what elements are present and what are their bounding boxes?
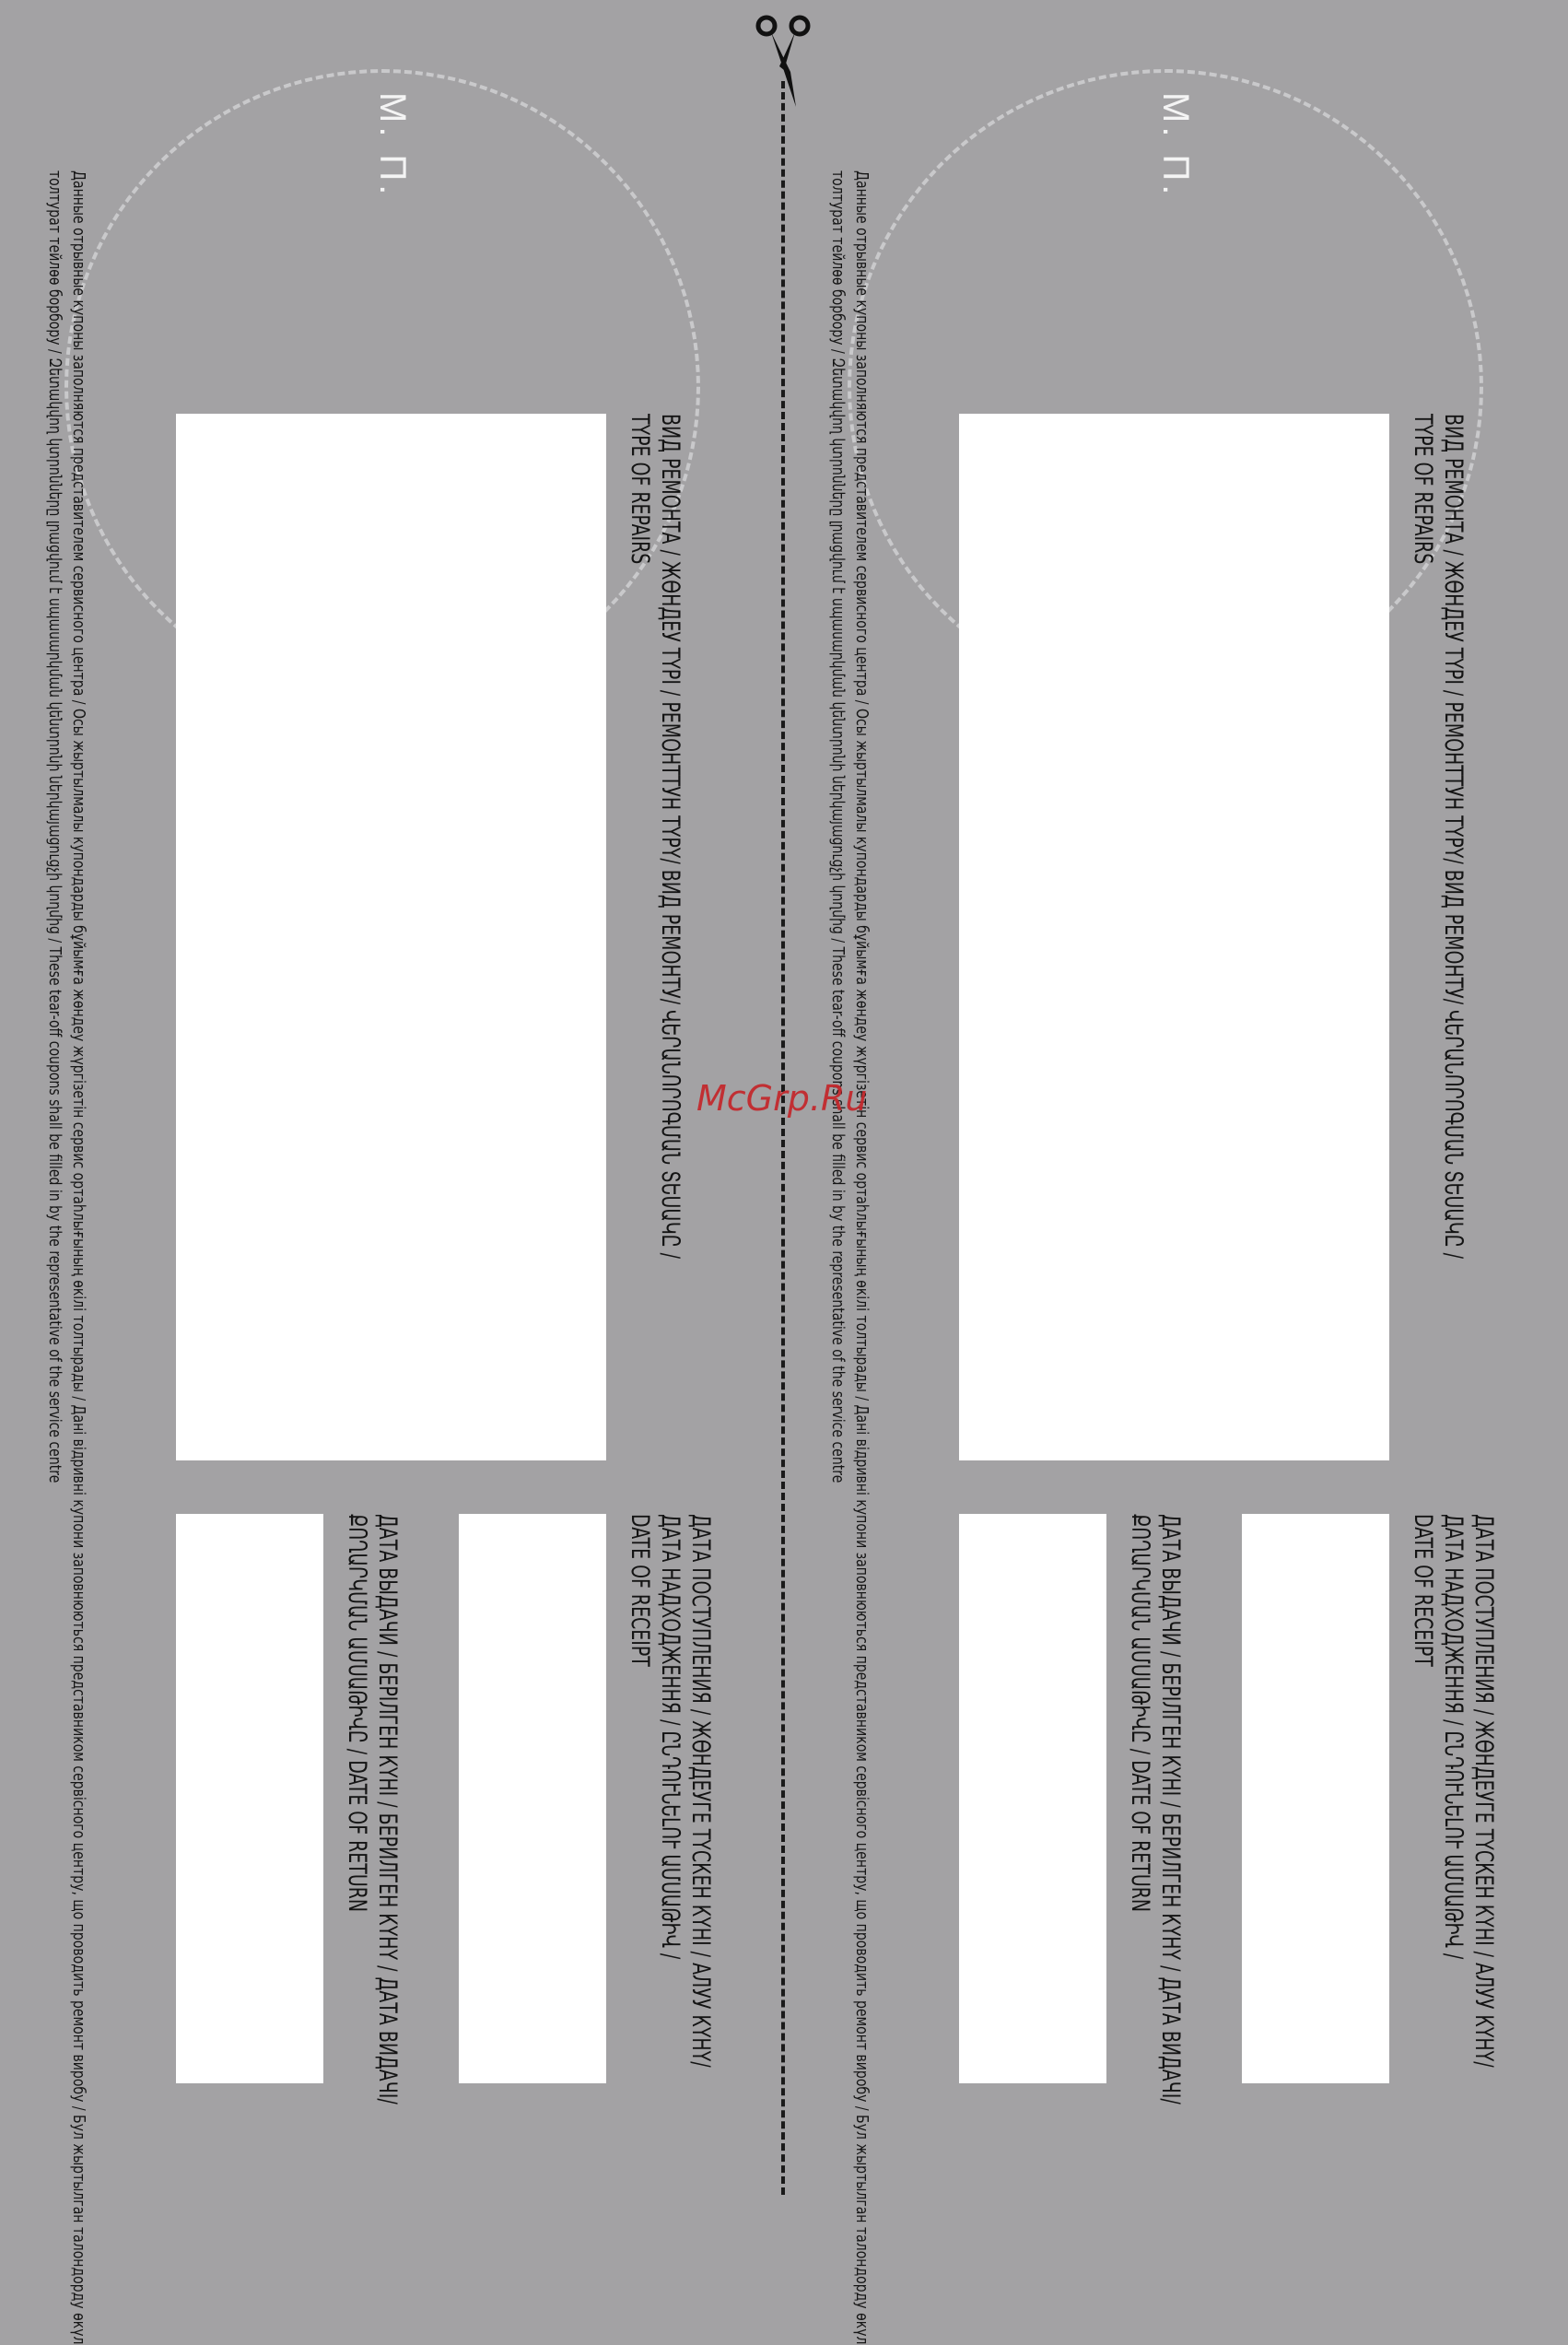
date-of-receipt-field[interactable] <box>459 1514 606 2083</box>
date-of-receipt-label: ДАТА ПОСТУПЛЕНИЯ / ЖӨНДЕУГЕ ТҮСКЕН КҮНІ / АЛУУ КҮНҮ/ ДАТА НАДХОДЖЕННЯ / ԸՆԴՈՒՆԵԼՈՒ ԱՄՍԱԹԻՎ / DATE OF RECEIPT <box>626 1514 715 2068</box>
scissors-icon <box>754 11 813 112</box>
type-of-repairs-field[interactable] <box>959 414 1389 1460</box>
cut-line <box>781 81 785 2195</box>
stamp-label: М. П. <box>1155 92 1196 199</box>
date-of-receipt-field[interactable] <box>1242 1514 1389 2083</box>
coupon-left <box>0 0 783 2345</box>
stamp-label: М. П. <box>372 92 413 199</box>
coupon-note: Данные отрывные купоны заполняются представителем сервисного центра / Осы жыртылмалы купондарды бұйымға жөндеу жүргізетін сервис ортаһлығының өкілі толтырады / Дані відривні купони заповнюються представником сервісного центру, що проводить ремонт виробу / Бул жыртылган талондорду өкүл толтурат тейлөө борбору / Զետակվող կտրոնները լրացվում է սպասարկման կենտրոնի ներկայացուցչի կողմից / These tear-off coupons shall be filled in by the representative of the service centre <box>45 170 88 2345</box>
watermark: McGrp.Ru <box>696 1078 868 1119</box>
type-of-repairs-label: ВИД РЕМОНТА / ЖӨНДЕУ ТҮРІ / РЕМОНТТУН ТҮРҮ/ ВИД РЕМОНТУ/ ՎԵՐԱՆՈՐՈԳՄԱՆ ՏԵՍԱԿԸ / TYPE OF REPAIRS <box>1409 414 1468 1260</box>
coupon-note: Данные отрывные купоны заполняются представителем сервисного центра / Осы жыртылмалы купондарды бұйымға жөндеу жүргізетін сервис ортаһлығының өкілі толтырады / Дані відривні купони заповнюються представником сервісного центру, що проводить ремонт виробу / Бул жыртылган талондорду өкүл толтурат тейлөө борбору / Զետակվող կտրոնները լրացվում է սպասարկման կենտրոնի ներկայացուցչի կողմից / These tear-off coupons shall be filled in by the representative of the service centre <box>828 170 872 2345</box>
date-of-return-field[interactable] <box>176 1514 323 2083</box>
date-of-return-label: ДАТА ВЫДАЧИ / БЕРІЛГЕН КҮНІ / БЕРИЛГЕН КҮНҮ / ДАТА ВИДАЧІ/ ՔՈՂԱՐԿՄԱՆ ԱՄՍԱԹԻՎԸ / DATE OF RETURN <box>1126 1514 1185 2105</box>
coupon-right <box>783 0 1566 2345</box>
date-of-return-label: ДАТА ВЫДАЧИ / БЕРІЛГЕН КҮНІ / БЕРИЛГЕН КҮНҮ / ДАТА ВИДАЧІ/ ՔՈՂԱՐԿՄԱՆ ԱՄՍԱԹԻՎԸ / DATE OF RETURN <box>343 1514 402 2105</box>
date-of-return-field[interactable] <box>959 1514 1106 2083</box>
type-of-repairs-field[interactable] <box>176 414 606 1460</box>
type-of-repairs-label: ВИД РЕМОНТА / ЖӨНДЕУ ТҮРІ / РЕМОНТТУН ТҮРҮ/ ВИД РЕМОНТУ/ ՎԵՐԱՆՈՐՈԳՄԱՆ ՏԵՍԱԿԸ / TYPE OF REPAIRS <box>626 414 685 1260</box>
date-of-receipt-label: ДАТА ПОСТУПЛЕНИЯ / ЖӨНДЕУГЕ ТҮСКЕН КҮНІ / АЛУУ КҮНҮ/ ДАТА НАДХОДЖЕННЯ / ԸՆԴՈՒՆԵԼՈՒ ԱՄՍԱԹԻՎ / DATE OF RECEIPT <box>1409 1514 1498 2068</box>
